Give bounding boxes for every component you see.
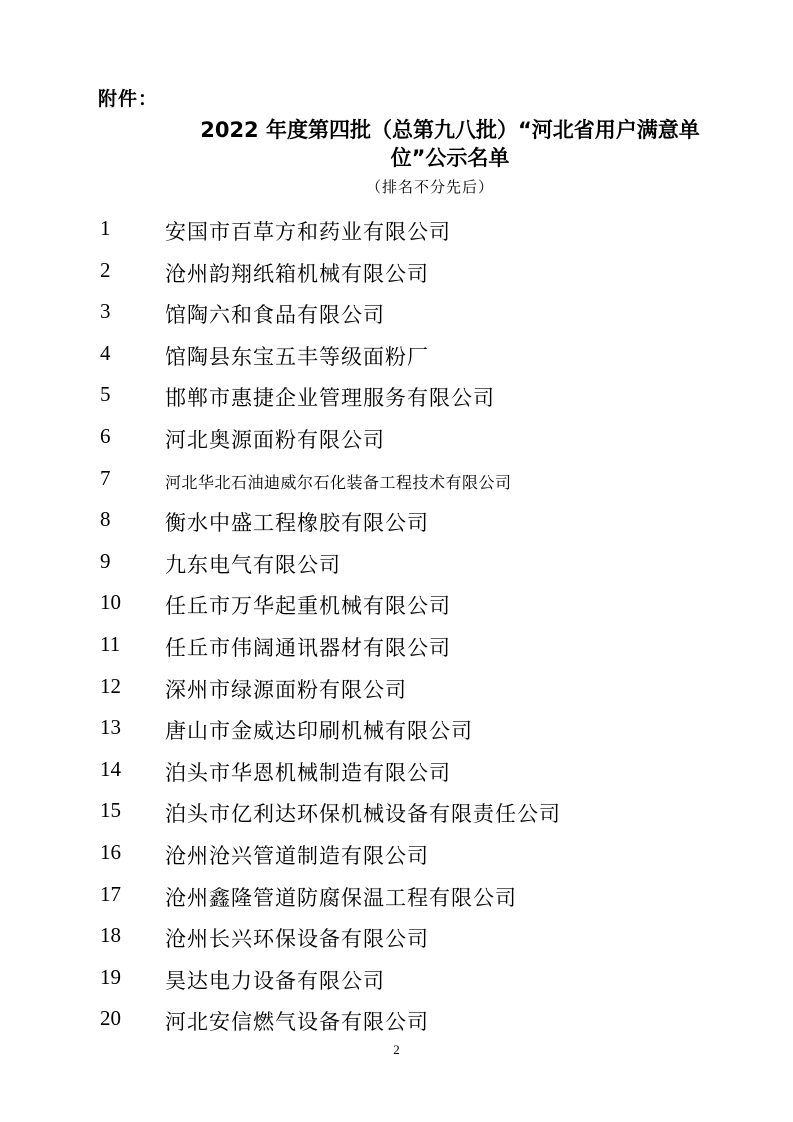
company-list — [0, 210, 793, 1042]
list-item — [0, 709, 793, 751]
company-name: 沧州沧兴管道制造有限公司 — [165, 843, 429, 868]
list-item — [0, 335, 793, 377]
item-number: 16 — [100, 839, 121, 864]
list-item — [0, 792, 793, 834]
item-number: 9 — [100, 548, 111, 573]
list-item — [0, 834, 793, 876]
company-name: 深州市绿源面粉有限公司 — [165, 677, 407, 702]
item-number: 10 — [100, 590, 121, 615]
item-number: 18 — [100, 923, 121, 948]
company-name: 馆陶六和食品有限公司 — [165, 303, 385, 328]
company-name: 河北华北石油迪威尔石化装备工程技术有限公司 — [165, 472, 512, 492]
company-name: 唐山市金威达印刷机械有限公司 — [165, 719, 473, 744]
list-item — [0, 917, 793, 959]
document-subtitle: （排名不分先后） — [365, 178, 494, 196]
item-number: 7 — [100, 465, 111, 490]
item-number: 14 — [100, 756, 121, 781]
list-item — [0, 210, 793, 252]
item-number: 4 — [100, 340, 111, 365]
document-title: 2022 年度第四批（总第九八批）“河北省用户满意单位”公示名单 — [200, 118, 700, 170]
page-number: 2 — [393, 1042, 400, 1057]
list-item — [0, 376, 793, 418]
item-number: 19 — [100, 964, 121, 989]
list-item — [0, 668, 793, 710]
list-item — [0, 543, 793, 585]
item-number: 13 — [100, 715, 121, 740]
item-number: 2 — [100, 257, 111, 282]
company-name: 沧州鑫隆管道防腐保温工程有限公司 — [165, 885, 517, 910]
list-item — [0, 252, 793, 294]
list-item — [0, 584, 793, 626]
company-name: 泊头市亿利达环保机械设备有限责任公司 — [165, 802, 561, 827]
list-item — [0, 876, 793, 918]
company-name: 九东电气有限公司 — [165, 552, 341, 577]
company-name: 河北奥源面粉有限公司 — [165, 427, 385, 452]
list-item — [0, 626, 793, 668]
company-name: 昊达电力设备有限公司 — [165, 968, 385, 993]
attachment-label: 附件： — [98, 88, 159, 110]
company-name: 任丘市万华起重机械有限公司 — [165, 594, 451, 619]
list-item — [0, 1000, 793, 1042]
item-number: 11 — [100, 631, 121, 656]
company-name: 沧州韵翔纸箱机械有限公司 — [165, 261, 429, 286]
company-name: 衡水中盛工程橡胶有限公司 — [165, 511, 429, 536]
list-item — [0, 293, 793, 335]
item-number: 1 — [100, 216, 111, 240]
item-number: 5 — [100, 382, 111, 407]
list-item — [0, 751, 793, 793]
item-number: 15 — [100, 798, 121, 823]
item-number: 20 — [100, 1006, 121, 1031]
item-number: 3 — [100, 299, 111, 324]
company-name: 任丘市伟阔通讯器材有限公司 — [165, 635, 451, 660]
item-number: 12 — [100, 673, 121, 698]
company-name: 泊头市华恩机械制造有限公司 — [165, 760, 451, 785]
company-name: 安国市百草方和药业有限公司 — [165, 220, 451, 244]
company-name: 邯郸市惠捷企业管理服务有限公司 — [165, 386, 495, 411]
item-number: 6 — [100, 423, 111, 448]
list-item — [0, 460, 793, 502]
company-name: 沧州长兴环保设备有限公司 — [165, 927, 429, 952]
company-name: 馆陶县东宝五丰等级面粉厂 — [165, 344, 429, 369]
item-number: 8 — [100, 507, 111, 532]
list-item — [0, 418, 793, 460]
list-item — [0, 959, 793, 1001]
company-name: 河北安信燃气设备有限公司 — [165, 1010, 429, 1035]
item-number: 17 — [100, 881, 121, 906]
list-item — [0, 501, 793, 543]
